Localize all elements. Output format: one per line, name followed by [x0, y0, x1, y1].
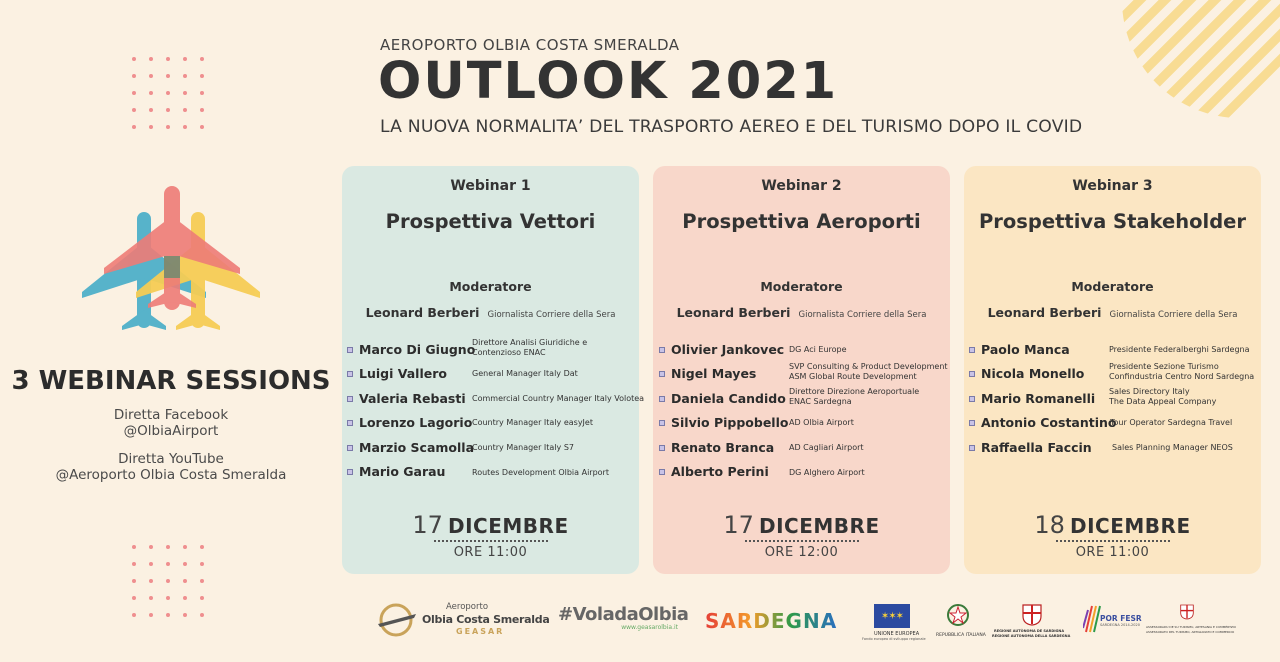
speaker-role: Country Manager Italy S7 — [472, 442, 574, 452]
speaker-name: Silvio Pippobello — [671, 415, 789, 431]
bullet-icon — [659, 371, 665, 377]
sardinia-shield-icon — [1022, 604, 1042, 626]
speaker-item — [342, 340, 639, 364]
speaker-name: Olivier Jankovec — [671, 342, 785, 357]
speaker-name: Raffaella Faccin — [981, 439, 1092, 455]
facebook-handle[interactable]: @OlbiaAirport — [123, 423, 219, 439]
geasar-logo — [376, 600, 550, 640]
speaker-role-line2: The Data Appeal Company — [1109, 396, 1217, 406]
speaker-name: Nigel Mayes — [671, 366, 757, 382]
bullet-icon — [969, 396, 975, 402]
sardegna-logo: SARDEGNA — [705, 609, 838, 633]
geasar-main-text: Olbia Costa Smeralda — [422, 613, 550, 626]
webinar-card-1 — [342, 166, 645, 574]
speaker-role: Commercial Country Manager Italy Volotea — [472, 393, 645, 403]
moderator-label: Moderatore — [760, 279, 843, 294]
speaker-name: Daniela Candido — [671, 390, 786, 406]
webinar-title: Prospettiva Aeroporti — [682, 210, 921, 233]
speaker-list — [342, 338, 645, 486]
date-day: 17 — [723, 511, 754, 539]
por-fesr-logo — [1082, 600, 1142, 644]
speaker-role: Presidente Federalberghi Sardegna — [1109, 345, 1250, 354]
speaker-item — [653, 413, 950, 437]
speaker-role: Direttore Analisi Giuridiche e — [472, 338, 588, 347]
decorative-dots-top — [132, 57, 204, 129]
facebook-label: Diretta Facebook — [113, 407, 229, 423]
page-subtitle: LA NUOVA NORMALITA’ DEL TRASPORTO AEREO E DEL TURISMO DOPO IL COVID — [380, 117, 1083, 137]
plane-swoosh-icon — [376, 602, 418, 638]
page-title: OUTLOOK 2021 — [378, 52, 839, 111]
date-month: DICEMBRE — [759, 514, 880, 538]
speaker-item — [342, 462, 639, 486]
bullet-icon — [659, 445, 665, 451]
webinar-time: ORE 11:00 — [453, 545, 528, 560]
ras-text-1: REGIONE AUTÒNOMA DE SARDIGNA — [994, 629, 1065, 633]
bullet-icon — [969, 347, 975, 353]
speaker-role-line2: Confindustria Centro Nord Sardegna — [1109, 372, 1255, 382]
youtube-label: Diretta YouTube — [118, 451, 224, 467]
assessorato-text-1: ASSESSORADU DE SU TURISMU, ARTESANIA E CUMMÈRTZIU — [1146, 625, 1237, 629]
speaker-item — [653, 340, 950, 364]
speaker-item — [964, 386, 1261, 413]
speaker-name: Luigi Vallero — [359, 366, 447, 382]
assessorato-logo — [1146, 600, 1237, 644]
speaker-item — [342, 389, 645, 413]
date-divider — [434, 540, 548, 542]
speaker-item — [342, 438, 639, 462]
date-month: DICEMBRE — [448, 514, 569, 538]
por-fesr-text: POR FESR — [1100, 614, 1142, 623]
speaker-role: Routes Development Olbia Airport — [472, 467, 609, 477]
date-day: 17 — [412, 511, 443, 539]
speaker-name: Paolo Manca — [981, 342, 1070, 357]
speaker-list — [653, 340, 950, 486]
speaker-name: Mario Romanelli — [981, 390, 1096, 406]
webinar-label: Webinar 1 — [450, 178, 531, 194]
speaker-role-line2: Contenzioso ENAC — [472, 348, 546, 357]
moderator-name: Leonard Berberi — [987, 305, 1102, 320]
speaker-item — [653, 364, 950, 388]
volada-url: www.geasarolbia.it — [621, 624, 678, 631]
date-divider — [1056, 540, 1170, 542]
speaker-name: Valeria Rebasti — [359, 390, 466, 406]
sessions-heading: 3 WEBINAR SESSIONS — [11, 366, 331, 396]
speaker-role: Sales Directory Italy — [1109, 386, 1190, 396]
speaker-item — [964, 413, 1261, 437]
speaker-item — [964, 438, 1261, 462]
volada-logo — [558, 600, 689, 642]
airplane-icon-red — [104, 186, 240, 310]
speaker-item — [342, 364, 639, 388]
speaker-name: Marco Di Giugno — [359, 342, 476, 357]
speaker-list — [964, 340, 1261, 462]
speaker-name: Nicola Monello — [981, 366, 1085, 382]
speaker-role: Tour Operator Sardegna Travel — [1110, 418, 1233, 428]
speaker-role: DG Alghero Airport — [789, 467, 865, 477]
speaker-name: Antonio Costantino — [981, 415, 1117, 431]
date-day: 18 — [1034, 511, 1065, 539]
italian-emblem-icon — [947, 603, 969, 629]
bullet-icon — [659, 347, 665, 353]
youtube-handle[interactable]: @Aeroporto Olbia Costa Smeralda — [55, 467, 287, 483]
moderator-label: Moderatore — [449, 279, 532, 294]
event-organizer: AEROPORTO OLBIA COSTA SMERALDA — [380, 36, 680, 54]
webinar-title: Prospettiva Stakeholder — [978, 210, 1247, 233]
bullet-icon — [347, 396, 353, 402]
bullet-icon — [659, 469, 665, 475]
speaker-name: Mario Garau — [359, 463, 446, 479]
bullet-icon — [969, 371, 975, 377]
moderator-line — [342, 302, 639, 321]
speaker-role: DG Aci Europe — [789, 345, 847, 354]
geasar-sub-text: GEASAR — [456, 627, 505, 636]
italian-republic-logo — [936, 600, 986, 644]
webinar-time: ORE 12:00 — [764, 545, 839, 560]
ras-text-2: REGIONE AUTONOMA DELLA SARDEGNA — [992, 634, 1071, 638]
bullet-icon — [347, 420, 353, 426]
speaker-role: Direttore Direzione Aeroportuale — [789, 386, 920, 396]
moderator-name: Leonard Berberi — [365, 305, 480, 320]
geasar-small-text: Aeroporto — [446, 602, 489, 612]
speaker-item — [653, 438, 950, 462]
webinar-date — [964, 511, 1261, 560]
speaker-name: Alberto Perini — [671, 463, 769, 479]
ras-logo — [992, 600, 1074, 644]
bullet-icon — [347, 371, 353, 377]
bullet-icon — [347, 469, 353, 475]
date-divider — [745, 540, 859, 542]
speaker-role: Sales Planning Manager NEOS — [1112, 442, 1233, 452]
speaker-role-line2: ASM Global Route Development — [789, 372, 917, 382]
speaker-role: AD Olbia Airport — [789, 418, 854, 428]
speaker-item — [342, 413, 639, 437]
eu-text: UNIONE EUROPEA — [874, 631, 920, 637]
date-month: DICEMBRE — [1070, 514, 1191, 538]
speaker-name: Renato Branca — [671, 439, 775, 455]
speaker-role: AD Cagliari Airport — [789, 442, 864, 452]
webinar-date — [653, 511, 950, 560]
moderator-role: Giornalista Corriere della Sera — [1109, 310, 1238, 320]
webinar-time: ORE 11:00 — [1075, 545, 1150, 560]
eu-logo — [862, 600, 926, 644]
eu-subtext: Fondo europeo di sviluppo regionale — [862, 637, 926, 641]
speaker-role: Country Manager Italy easyJet — [472, 418, 593, 428]
speaker-name: Marzio Scamolla — [359, 439, 475, 455]
sardinia-shield-icon-small — [1180, 604, 1194, 620]
moderator-role: Giornalista Corriere della Sera — [798, 310, 927, 320]
moderator-role: Giornalista Corriere della Sera — [487, 310, 616, 320]
webinar-title: Prospettiva Vettori — [385, 210, 596, 233]
webinar-card-3 — [964, 166, 1261, 574]
moderator-line — [653, 302, 950, 321]
volada-hashtag: #VoladaOlbia — [558, 604, 689, 625]
speaker-role: General Manager Italy Dat — [472, 369, 578, 379]
speaker-name: Lorenzo Lagorio — [359, 415, 473, 431]
bullet-icon — [347, 445, 353, 451]
bullet-icon — [347, 347, 353, 353]
striped-circle-decoration — [1120, 0, 1280, 120]
speaker-item — [964, 340, 1261, 364]
speaker-role: SVP Consulting & Product Development — [789, 362, 948, 372]
speaker-role-line2: ENAC Sardegna — [789, 396, 852, 406]
moderator-line — [964, 302, 1261, 321]
bullet-icon — [969, 420, 975, 426]
speaker-item — [653, 462, 950, 486]
webinar-card-2 — [653, 166, 950, 574]
bullet-icon — [659, 420, 665, 426]
speaker-item — [964, 364, 1261, 388]
webinar-label: Webinar 3 — [1072, 178, 1153, 194]
moderator-label: Moderatore — [1071, 279, 1154, 294]
bullet-icon — [969, 445, 975, 451]
webinar-label: Webinar 2 — [761, 178, 842, 194]
italian-republic-text: REPUBBLICA ITALIANA — [936, 633, 986, 638]
bullet-icon — [659, 396, 665, 402]
airplanes-illustration — [82, 186, 262, 332]
por-fesr-subtext: SARDEGNA 2014-2020 — [1100, 623, 1140, 627]
speaker-role: Presidente Sezione Turismo — [1109, 362, 1219, 372]
speaker-item — [653, 386, 950, 413]
eu-flag-icon: ✶✶✶ — [874, 604, 910, 628]
por-fesr-stripes-icon — [1083, 604, 1101, 634]
moderator-name: Leonard Berberi — [676, 305, 791, 320]
webinar-date — [342, 511, 639, 560]
decorative-dots-bottom — [132, 545, 204, 617]
assessorato-text-2: ASSESSORATO DEL TURISMO, ARTIGIANATO E COMMERCIO — [1146, 630, 1235, 634]
airplane-overlap — [164, 256, 180, 278]
